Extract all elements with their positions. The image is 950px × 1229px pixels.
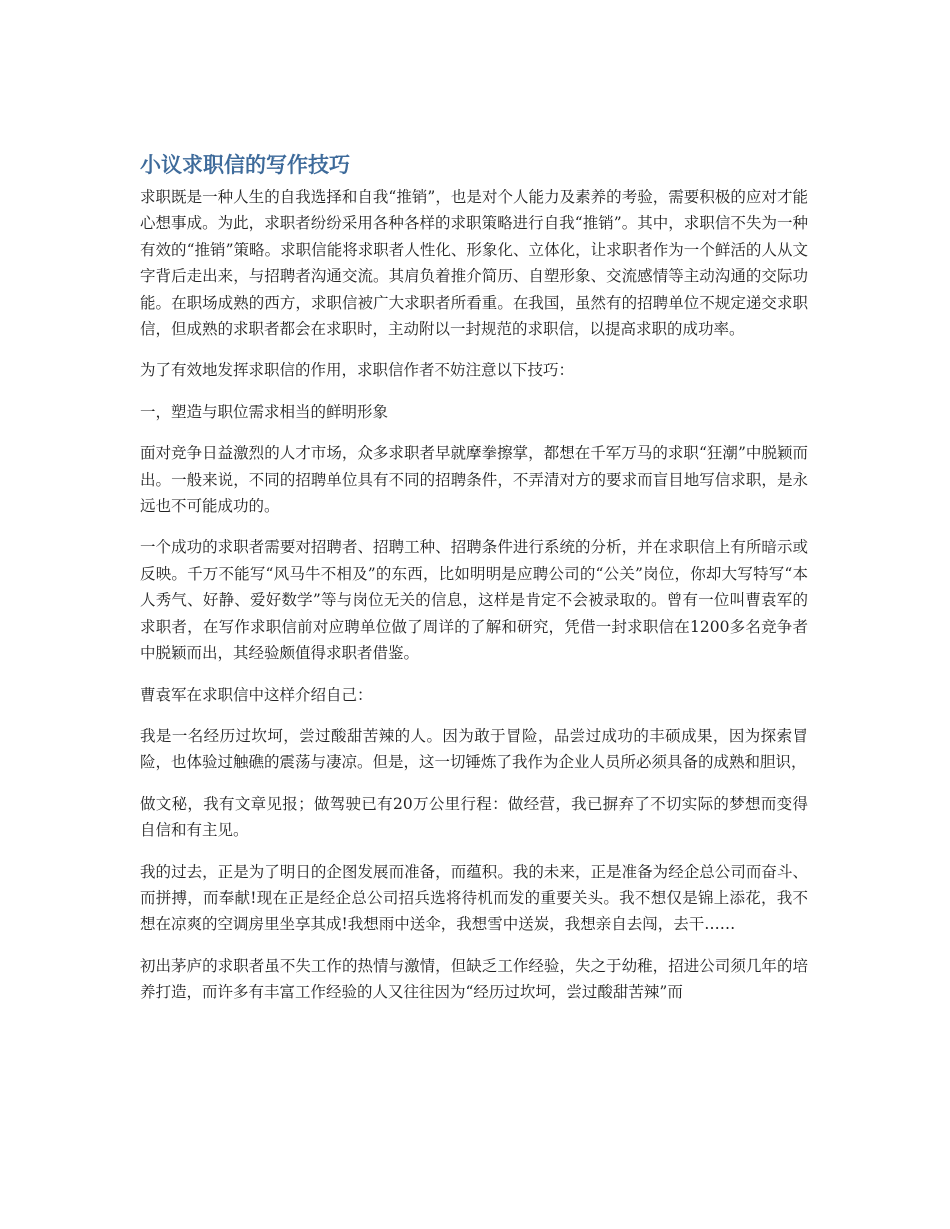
document-title: 小议求职信的写作技巧 bbox=[140, 153, 350, 177]
paragraph-quote-3: 我的过去，正是为了明日的企图发展而准备，而蕴积。我的未来，正是准备为经企总公司而奋斗、而拼搏，而奉献!现在正是经企总公司招兵选将待机而发的重要关头。我不想仅是锦上添花，我不想在凉爽的空调房里坐享其成!我想雨中送伞，我想雪中送炭，我想亲自去闯，去干…… bbox=[140, 862, 808, 934]
paragraph-quote-1: 我是一名经历过坎坷，尝过酸甜苦辣的人。因为敢于冒险，品尝过成功的丰硕成果，因为探索冒险，也体验过触礁的震荡与凄凉。但是，这一切锤炼了我作为企业人员所必须具备的成熟和胆识， bbox=[140, 726, 808, 772]
paragraph-analysis: 一个成功的求职者需要对招聘者、招聘工种、招聘条件进行系统的分析，并在求职信上有所暗示或反映。千万不能写“风马牛不相及”的东西，比如明明是应聘公司的“公关”岗位，你却大写特写“本人秀气、好静、爱好数学”等与岗位无关的信息，这样是肯定不会被录取的。曾有一位叫曹袁军的求职者，在写作求职信前对应聘单位做了周详的了解和研究，凭借一封求职信在1200多名竞争者中脱颖而出，其经验颇值得求职者借鉴。 bbox=[140, 538, 808, 663]
paragraph-intro: 求职既是一种人生的自我选择和自我“推销”，也是对个人能力及素养的考验，需要积极的应对才能心想事成。为此，求职者纷纷采用各种各样的求职策略进行自我“推销”。其中，求职信不失为一种有效的“推销”策略。求职信能将求职者人性化、形象化、立体化，让求职者作为一个鲜活的人从文字背后走出来，与招聘者沟通交流。其肩负着推介简历、自塑形象、交流感情等主动沟通的交际功能。在职场成熟的西方，求职信被广大求职者所看重。在我国，虽然有的招聘单位不规定递交求职信，但成熟的求职者都会在求职时，主动附以一封规范的求职信，以提高求职的成功率。 bbox=[140, 188, 808, 339]
paragraph-section-heading: 一，塑造与职位需求相当的鲜明形象 bbox=[140, 402, 389, 421]
paragraph-competition: 面对竞争日益激烈的人才市场，众多求职者早就摩拳擦掌，都想在千军万马的求职“狂潮”中脱颖而出。一般来说，不同的招聘单位具有不同的招聘条件，不弄清对方的要求而盲目地写信求职，是永远也不可能成功的。 bbox=[140, 444, 808, 516]
paragraph-example-lead: 曹袁军在求职信中这样介绍自己： bbox=[140, 685, 373, 704]
paragraph-tips-lead: 为了有效地发挥求职信的作用，求职信作者不妨注意以下技巧： bbox=[140, 361, 575, 380]
paragraph-newcomers: 初出茅庐的求职者虽不失工作的热情与激情，但缺乏工作经验，失之于幼稚，招进公司须几年的培养打造，而许多有丰富工作经验的人又往往因为“经历过坎坷，尝过酸甜苦辣”而 bbox=[140, 956, 808, 1002]
document-page bbox=[140, 150, 808, 1006]
paragraph-quote-2: 做文秘，我有文章见报；做驾驶已有20万公里行程：做经营，我已摒弃了不切实际的梦想而变得自信和有主见。 bbox=[140, 794, 808, 840]
